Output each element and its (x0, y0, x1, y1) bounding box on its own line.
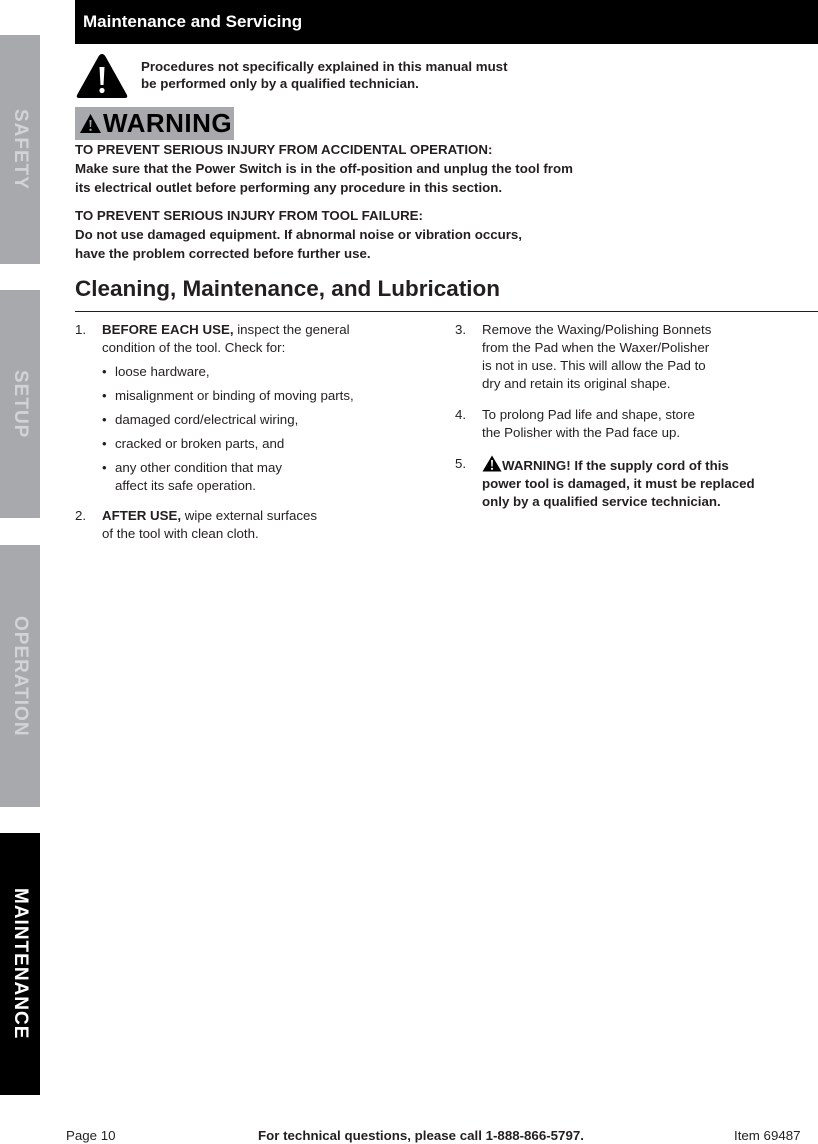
side-tab-safety (0, 35, 40, 264)
list-item (75, 321, 415, 495)
bullet-text: any other condition that may (115, 460, 283, 475)
warning-text: Make sure that the Power Switch is in the off-position and unplug the tool from (75, 161, 573, 176)
warning-triangle-icon (482, 455, 502, 472)
warning-text: Do not use damaged equipment. If abnormal noise or vibration occurs, (75, 227, 522, 242)
bullet-item: • loose hardware, (102, 363, 415, 381)
item-text: condition of the tool. Check for: (102, 340, 286, 355)
right-column (455, 321, 810, 511)
list-item (455, 455, 810, 511)
warning-triangle-icon (79, 113, 102, 134)
item-text: of the tool with clean cloth. (102, 526, 259, 541)
bullet-item: • misalignment or binding of moving parts, (102, 387, 415, 405)
item-text: wipe external surfaces (181, 508, 318, 523)
bullet-item: • any other condition that may affect its safe operation. (102, 459, 415, 495)
page-title: Maintenance and Servicing (83, 12, 303, 31)
procedures-note-line: Procedures not specifically explained in this manual must (141, 59, 508, 74)
bullet-text: affect its safe operation. (115, 478, 256, 493)
list-item (75, 507, 415, 543)
procedures-note (141, 58, 581, 92)
item-text: dry and retain its original shape. (482, 376, 671, 391)
page-header (75, 0, 818, 44)
bullet-text: misalignment or binding of moving parts, (115, 388, 354, 403)
item-number: 3. (455, 322, 467, 337)
footer-contact: For technical questions, please call 1-888-866-5797. (258, 1128, 584, 1143)
item-text: Remove the Waxing/Polishing Bonnets (482, 322, 712, 337)
bullet-item: • cracked or broken parts, and (102, 435, 415, 453)
side-tab-label: SETUP (10, 369, 31, 439)
item-text: the Polisher with the Pad face up. (482, 425, 681, 440)
warning-badge (75, 107, 234, 140)
item-number: 1. (75, 322, 87, 337)
list-item (455, 406, 810, 442)
footer-item-number: Item 69487 (734, 1128, 801, 1143)
bullet-text: damaged cord/electrical wiring, (115, 412, 299, 427)
side-tab-label: OPERATION (10, 615, 31, 737)
warning-accidental-operation (75, 140, 675, 197)
side-tab-label: MAINTENANCE (10, 888, 31, 1040)
list-item (455, 321, 810, 393)
item-text: WARNING! If the supply cord of this (502, 458, 729, 473)
side-tab-operation (0, 545, 40, 807)
warning-heading: TO PREVENT SERIOUS INJURY FROM ACCIDENTAL OPERATION: (75, 142, 493, 157)
left-column (75, 321, 415, 543)
procedures-note-line: be performed only by a qualified technician. (141, 76, 419, 91)
item-number: 2. (75, 508, 87, 523)
warning-triangle-icon (75, 52, 129, 100)
side-tab-setup (0, 290, 40, 518)
bullet-item: • damaged cord/electrical wiring, (102, 411, 415, 429)
warning-badge-label: WARNING (103, 108, 233, 138)
side-tab-label: SAFETY (10, 109, 31, 190)
item-text: inspect the general (233, 322, 350, 337)
item-text: only by a qualified service technician. (482, 494, 721, 509)
item-number: 4. (455, 407, 467, 422)
side-tab-maintenance (0, 833, 40, 1095)
bullet-text: cracked or broken parts, and (115, 436, 285, 451)
item-lead: BEFORE EACH USE, (102, 322, 234, 337)
warning-text: its electrical outlet before performing any procedure in this section. (75, 180, 503, 195)
item-text: power tool is damaged, it must be replaced (482, 476, 755, 491)
warning-tool-failure (75, 206, 675, 263)
bullet-text: loose hardware, (115, 364, 210, 379)
item-text: To prolong Pad life and shape, store (482, 407, 695, 422)
item-lead: AFTER USE, (102, 508, 182, 523)
item-text: from the Pad when the Waxer/Polisher (482, 340, 710, 355)
item-number: 5. (455, 456, 467, 471)
section-divider (75, 311, 818, 312)
item-text: is not in use. This will allow the Pad to (482, 358, 706, 373)
footer-page-number: Page 10 (66, 1128, 116, 1143)
section-title: Cleaning, Maintenance, and Lubrication (75, 276, 501, 301)
warning-text: have the problem corrected before further use. (75, 246, 371, 261)
warning-heading: TO PREVENT SERIOUS INJURY FROM TOOL FAILURE: (75, 208, 423, 223)
